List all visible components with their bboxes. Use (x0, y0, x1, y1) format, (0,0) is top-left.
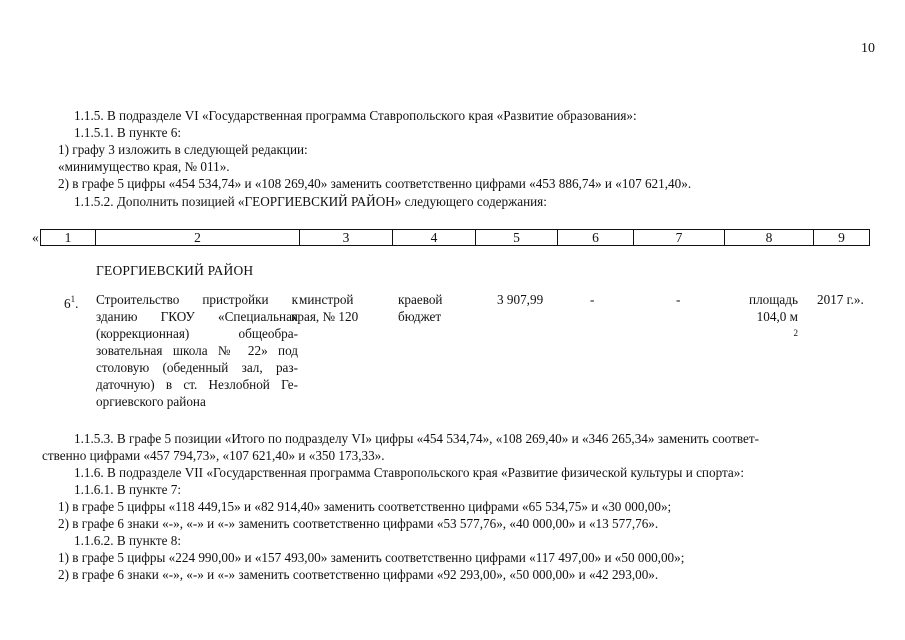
row-number: $6^1$. (64, 294, 79, 311)
paragraph-1-1-5-1: 1.1.5.1. В пункте 6: (74, 125, 182, 140)
amount-value: 3 907,99 (497, 292, 544, 307)
item-1-value: «минимущество края, № 011». (58, 159, 230, 174)
column-header-1: 1 (41, 230, 96, 245)
paragraph-1-1-5: 1.1.5. В подразделе VI «Государственная программа Ставропольского края «Развитие образования»: (74, 108, 637, 123)
description-line: зданию ГКОУ «Специальная (96, 309, 298, 324)
item-2-graph-5: 2) в графе 5 цифры «454 534,74» и «108 269,40» заменить соответственно цифрами «453 886,74» и «107 621,40». (58, 176, 692, 191)
funding-line: бюджет (398, 309, 442, 324)
item-1-p8: 1) в графе 5 цифры «224 990,00» и «157 493,00» заменить соответственно цифрами «117 497,00» и «50 000,00»; (58, 550, 685, 565)
table-open-quote: « (32, 230, 39, 245)
paragraph-1-1-5-2: 1.1.5.2. Дополнить позицией «ГЕОРГИЕВСКИЙ РАЙОН» следующего содержания: (74, 194, 547, 209)
description-line: оргиевского района (96, 394, 206, 409)
funding-source (398, 291, 443, 325)
item-2-p7: 2) в графе 6 знаки «-», «-» и «-» заменить соответственно цифрами «53 577,76», «40 000,00» и «13 577,76». (58, 516, 659, 531)
column-header-3: 3 (300, 230, 393, 245)
capacity-value: площадь 104,0 м $^2$ (749, 292, 798, 338)
paragraph-1-1-6-1: 1.1.6.1. В пункте 7: (74, 482, 182, 497)
responsible-line: минстрой (299, 292, 354, 307)
column-header-8: 8 (725, 230, 814, 245)
item-1-p7: 1) в графе 5 цифры «118 449,15» и «82 914,40» заменить соответственно цифрами «65 534,75» и «30 000,00»; (58, 499, 672, 514)
district-heading: ГЕОРГИЕВСКИЙ РАЙОН (96, 263, 254, 278)
item-1-graph-3: 1) графу 3 изложить в следующей редакции: (58, 142, 308, 157)
funding-line: краевой (398, 292, 443, 307)
year-value: 2017 г.». (817, 292, 864, 307)
paragraph-1-1-5-3-cont: ственно цифрами «457 794,73», «107 621,40» и «350 173,33». (42, 448, 385, 463)
column-header-9: 9 (838, 230, 845, 245)
description-line: зовательная школа № 22» под (96, 343, 298, 358)
column-6-value: - (590, 292, 595, 307)
column-header-5: 5 (476, 230, 558, 245)
paragraph-1-1-5-3: 1.1.5.3. В графе 5 позиции «Итого по подразделу VI» цифры «454 534,74», «108 269,40» и «346 265,34» заменить соответ- (74, 431, 760, 446)
column-header-2: 2 (96, 230, 300, 245)
item-2-p8: 2) в графе 6 знаки «-», «-» и «-» заменить соответственно цифрами «92 293,00», «50 000,00» и «42 293,00». (58, 567, 659, 582)
column-number-header (40, 229, 870, 246)
column-header-4: 4 (393, 230, 476, 245)
responsible-line: края, № 120 (291, 309, 359, 324)
paragraph-1-1-6-2: 1.1.6.2. В пункте 8: (74, 533, 182, 548)
column-header-6: 6 (558, 230, 634, 245)
responsible-executor (291, 291, 385, 325)
column-header-7: 7 (634, 230, 725, 245)
object-description (96, 291, 298, 410)
description-line: Строительство пристройки к (96, 292, 298, 307)
description-line: (коррекционная) общеобра- (96, 326, 298, 341)
paragraph-1-1-6: 1.1.6. В подразделе VII «Государственная программа Ставропольского края «Развитие физической культуры и спорта»: (74, 465, 745, 480)
description-line: даточную) в ст. Незлобной Ге- (96, 377, 298, 392)
column-7-value: - (676, 292, 681, 307)
description-line: столовую (обеденный зал, раз- (96, 360, 298, 375)
page-number: 10 (861, 41, 875, 56)
